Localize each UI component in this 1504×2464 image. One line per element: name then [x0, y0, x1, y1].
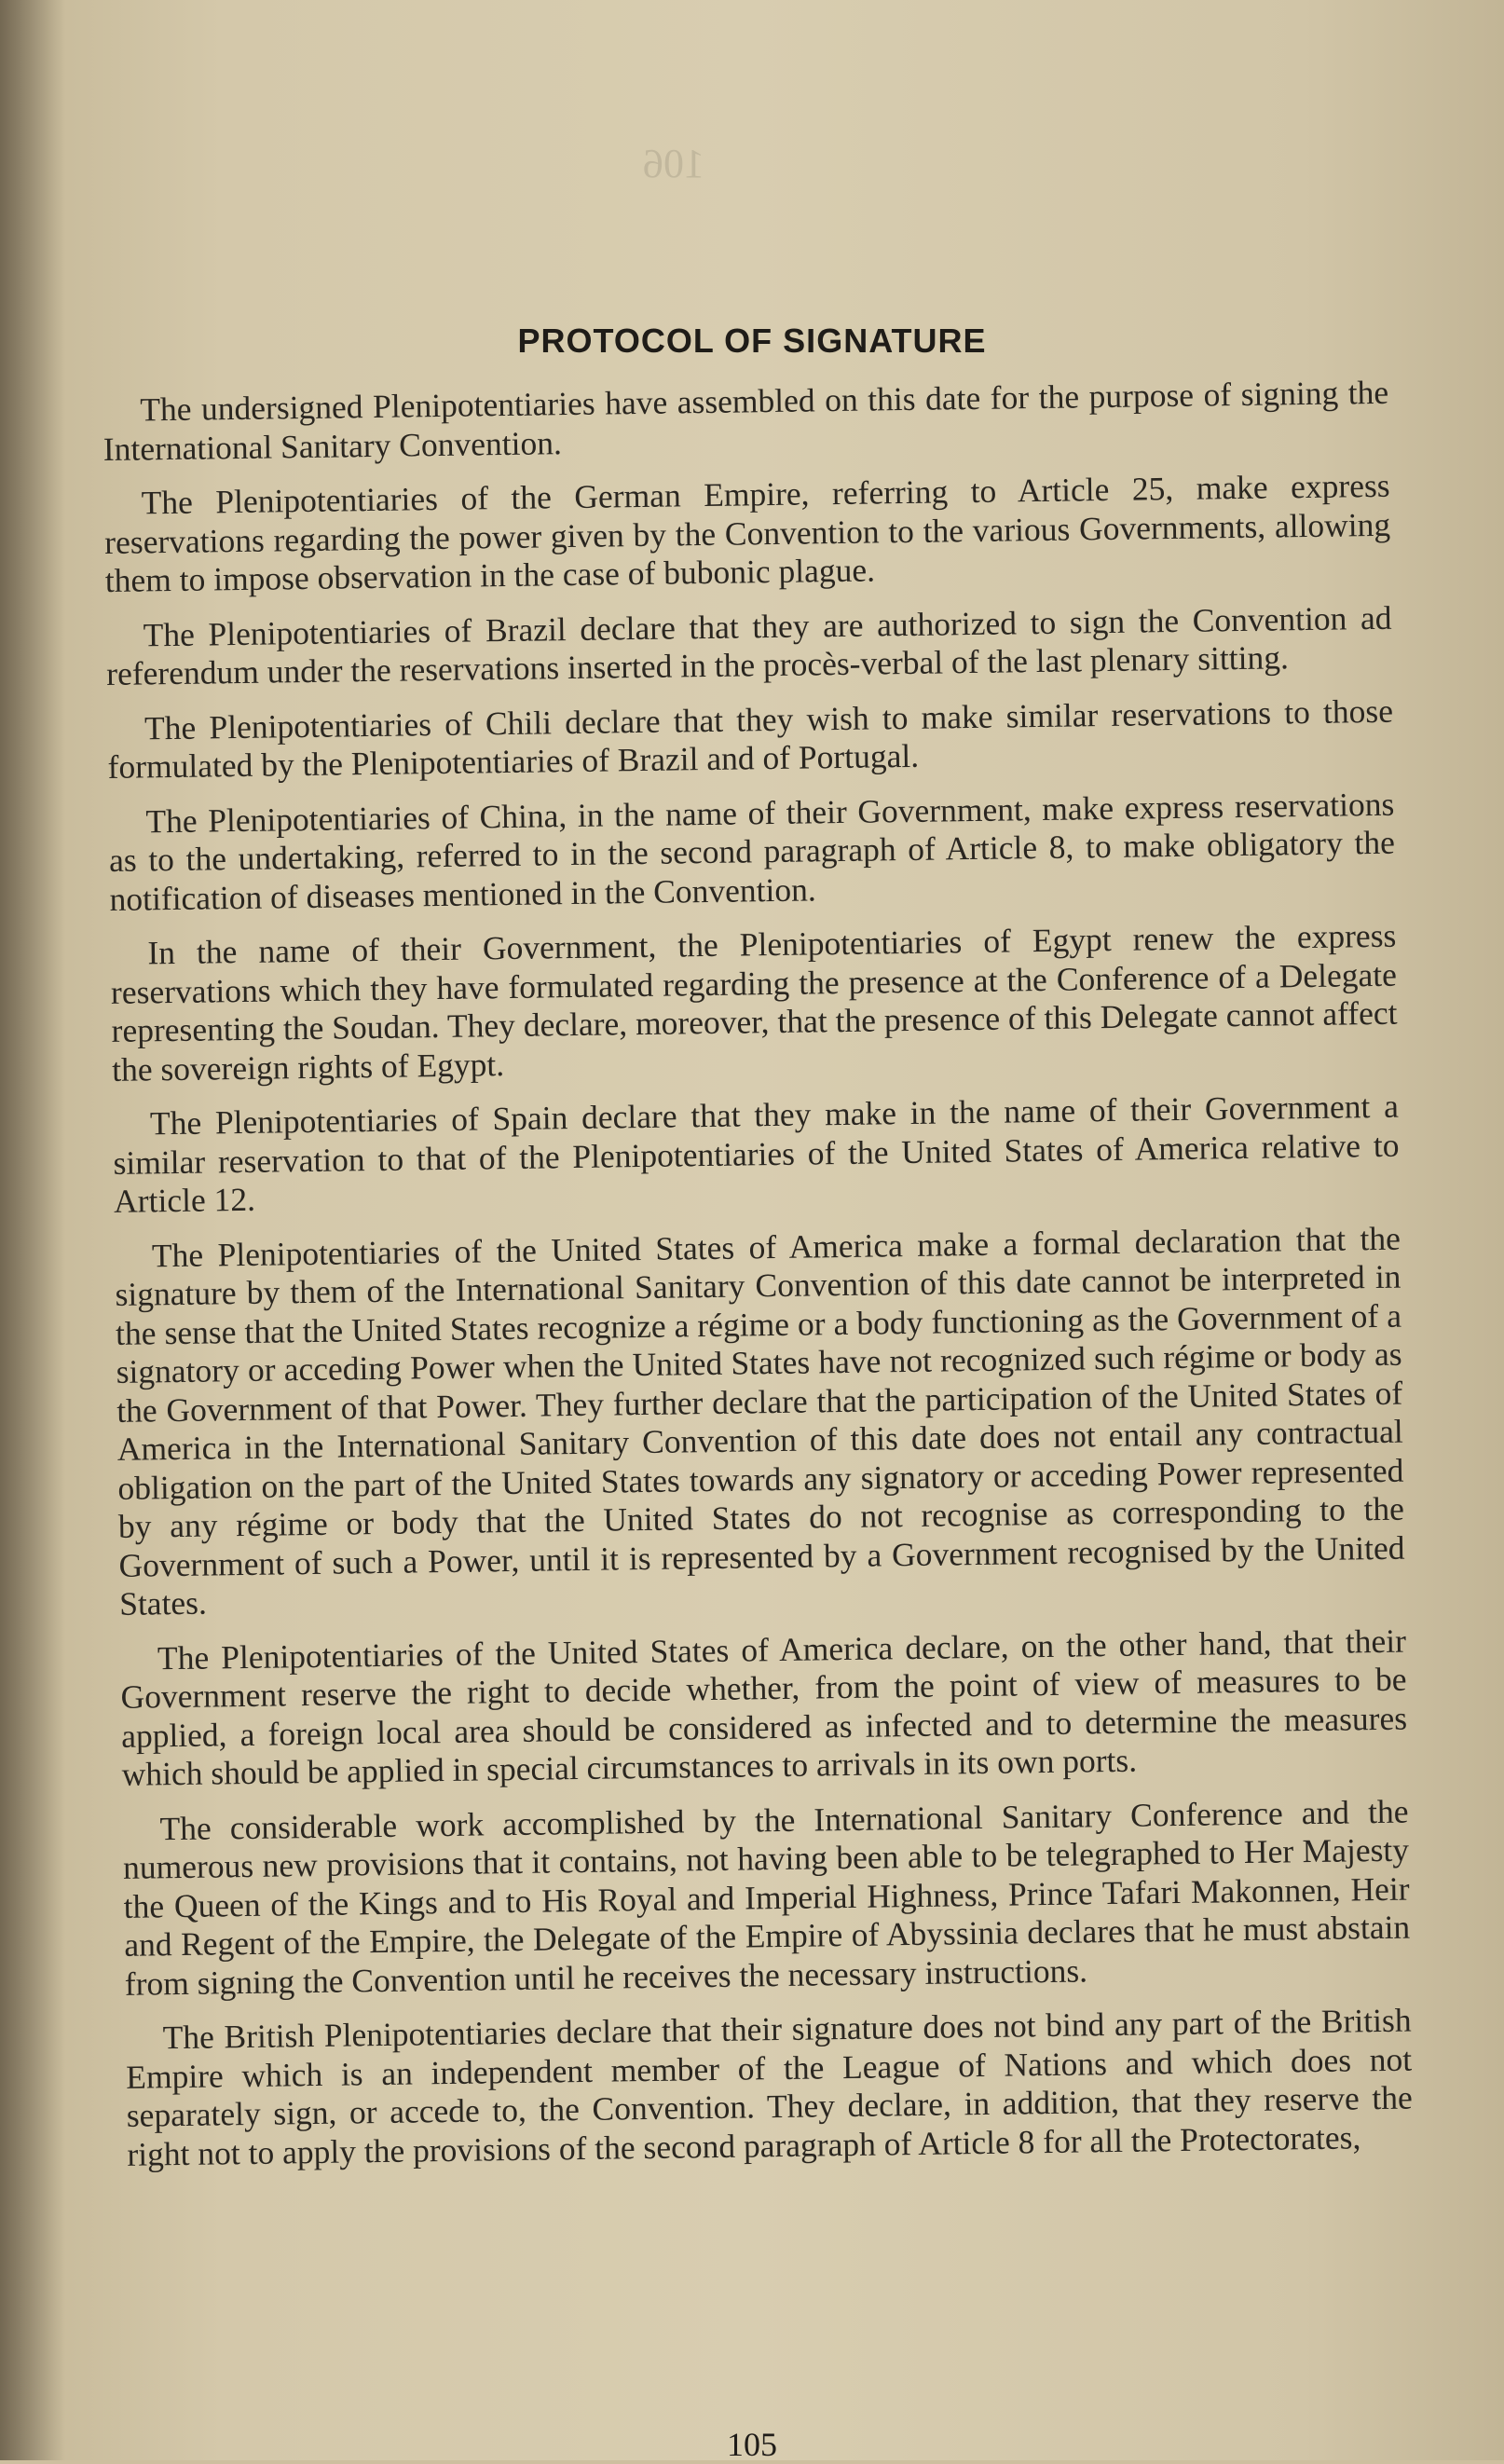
paragraph: The undersigned Plenipotentiaries have assembled on this date for the purpose of signing the International Sanitary Convention. — [103, 373, 1389, 468]
paragraph: The Plenipotentiaries of Chili declare that they wish to make similar reservations to those formulated by the Plenipotentiaries of Brazil and of Portugal. — [107, 691, 1394, 786]
paragraph: In the name of their Government, the Plenipotentiaries of Egypt renew the express reservations which they have formulated regarding the presence at the Conference of a Delegate representing the Soudan. They declare, moreover, that the presence of this Delegate cannot affect the sovereign rights of Egypt. — [110, 916, 1398, 1088]
page-number: 105 — [727, 2426, 777, 2463]
bleed-through-page-number: 106 — [643, 141, 704, 186]
paragraph: The Plenipotentiaries of the United States of America declare, on the other hand, that their Government reserve the right to decide whether, from the point of view of measures to be applied, a foreign local area should be considered as infected and to determine the measures which should be applied in special circumstances to arrivals in its own ports. — [120, 1622, 1408, 1793]
body-text — [103, 374, 1414, 2190]
paragraph: The Plenipotentiaries of the German Empire, referring to Article 25, make express reservations regarding the power given by the Convention to the various Governments, allowing them to impose observation in the case of bubonic plague. — [103, 466, 1391, 599]
paragraph: The Plenipotentiaries of the United States of America make a formal declaration that the signature by them of the International Sanitary Convention of this date cannot be interpreted in the sense that the United States recognize a régime or a body functioning as the Government of a signatory or acceding Power when the United States have not recognized such régime or body as the Government of that Power. They further declare that the participation of the United States of America in the International Sanitary Convention of this date does not entail any contractual obligation on the part of the United States towards any signatory or acceding Power represented by any régime or body that the United States do not recognise as corresponding to the Government of such a Power, until it is represented by a Government recognised by the United States. — [115, 1219, 1405, 1622]
paragraph: The Plenipotentiaries of Brazil declare that they are authorized to sign the Convention ad referendum under the reservations inserted in the procès-verbal of the last plenary sitting. — [105, 598, 1392, 692]
paragraph: The Plenipotentiaries of Spain declare that they make in the name of their Government a similar reservation to that of the Plenipotentiaries of the United States of America relative to Article 12. — [113, 1087, 1400, 1220]
paragraph: The considerable work accomplished by the International Sanitary Conference and the numerous new provisions that it contains, not having been able to be telegraphed to Her Majesty the Queen of the Kings and to His Royal and Imperial Highness, Prince Tafari Makonnen, Heir and Regent of the Empire, the Delegate of the Empire of Abyssinia declares that he must abstain from signing the Convention until he receives the necessary instructions. — [122, 1792, 1411, 2003]
paragraph: The Plenipotentiaries of China, in the name of their Government, make express reservations as to the undertaking, referred to in the second paragraph of Article 8, to make obligatory the notification of diseases mentioned in the Convention. — [108, 785, 1396, 918]
gutter-shadow — [0, 0, 65, 2460]
page-title: PROTOCOL OF SIGNATURE — [517, 322, 987, 360]
paragraph: The British Plenipotentiaries declare that their signature does not bind any part of the British Empire which is an independent member of the League of Nations and which does not separately sign, or accede to, the Convention. They declare, in addition, that they reserve the right not to apply the provisions of the second paragraph of Article 8 for all the Protectorates, — [125, 2001, 1413, 2173]
